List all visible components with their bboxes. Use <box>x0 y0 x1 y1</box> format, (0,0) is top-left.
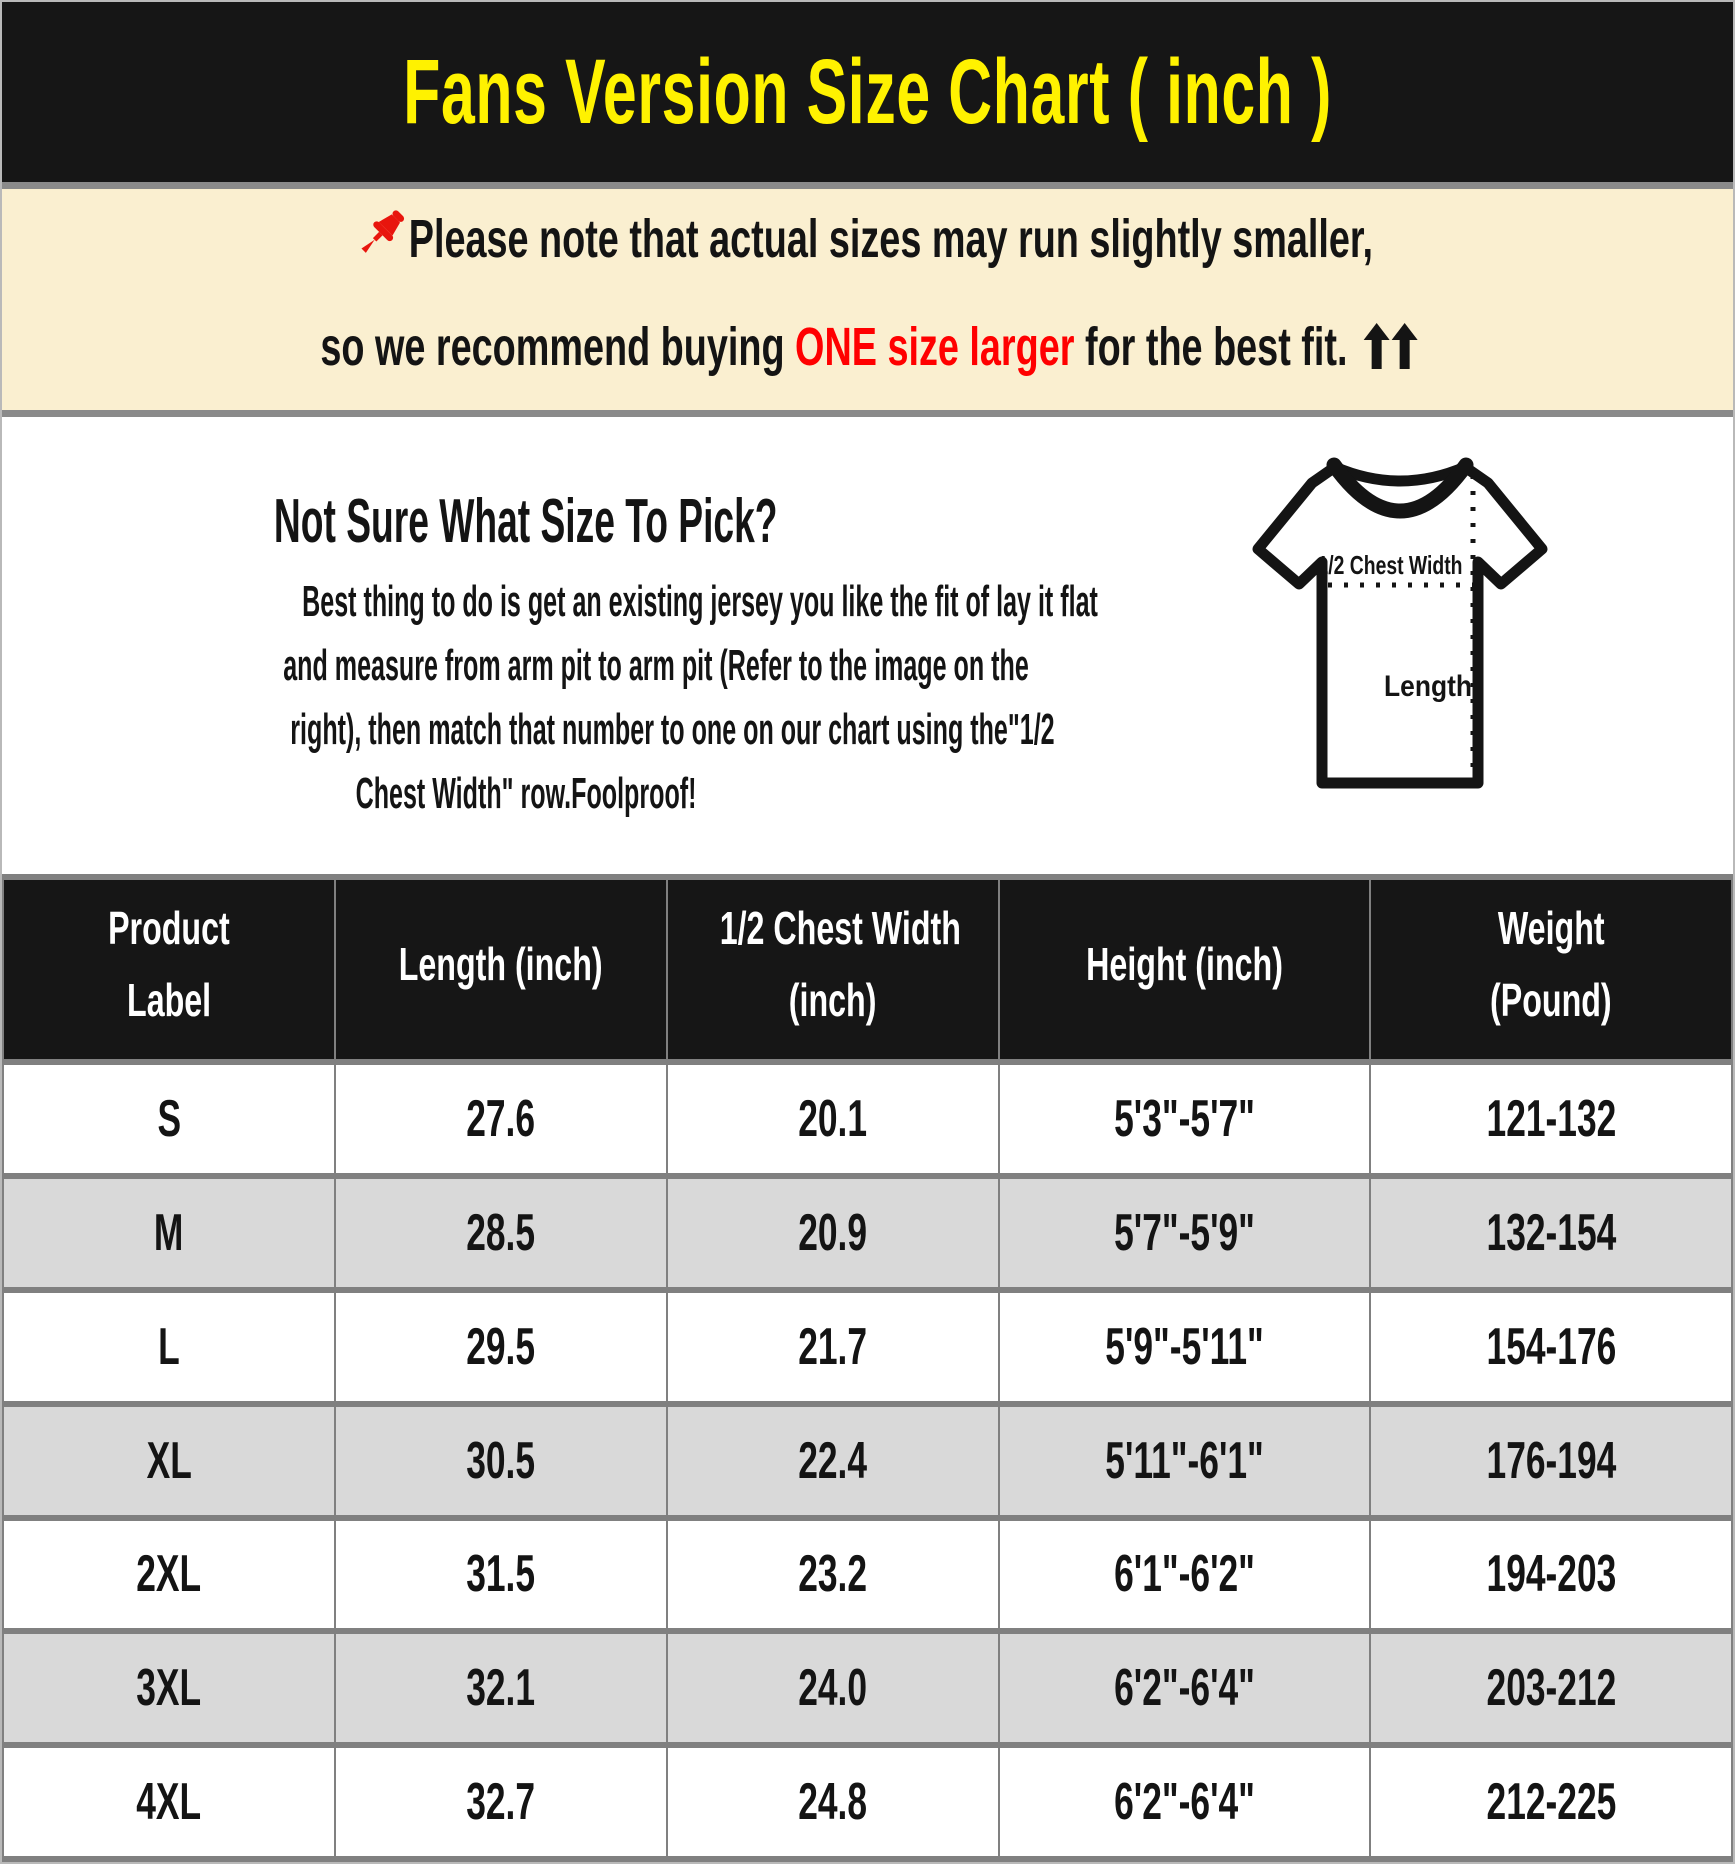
table-cell: S <box>3 1062 335 1176</box>
section-divider <box>2 182 1733 189</box>
table-cell: 20.1 <box>667 1062 999 1176</box>
col-header-weight: Weight (Pound) <box>1370 877 1732 1062</box>
table-cell: 3XL <box>3 1631 335 1745</box>
table-cell: 176-194 <box>1370 1404 1732 1518</box>
sizing-help-text <box>2 485 1098 831</box>
table-cell: 28.5 <box>335 1176 667 1290</box>
table-cell: 21.7 <box>667 1290 999 1404</box>
title-bar <box>2 2 1733 182</box>
size-table-header-row <box>3 877 1732 1062</box>
table-cell: 30.5 <box>335 1404 667 1518</box>
table-cell: 6'2"-6'4" <box>999 1631 1370 1745</box>
table-cell: 132-154 <box>1370 1176 1732 1290</box>
col-header-product-label: Product Label <box>3 877 335 1062</box>
table-cell: 6'2"-6'4" <box>999 1745 1370 1859</box>
table-cell: 23.2 <box>667 1518 999 1632</box>
table-cell: 32.7 <box>335 1745 667 1859</box>
size-row-l <box>3 1290 1732 1404</box>
paragraph-line: and measure from arm pit to arm pit (Refer to the image on the <box>283 641 1029 690</box>
table-cell: 31.5 <box>335 1518 667 1632</box>
table-cell: 121-132 <box>1370 1062 1732 1176</box>
table-cell: 24.8 <box>667 1745 999 1859</box>
col-header-chest-width: 1/2 Chest Width (inch) <box>667 877 999 1062</box>
table-cell: 29.5 <box>335 1290 667 1404</box>
section-divider <box>2 410 1733 417</box>
table-cell: 194-203 <box>1370 1518 1732 1632</box>
notice-line-2 <box>86 300 1648 408</box>
tshirt-measurement-diagram <box>1250 453 1550 798</box>
up-arrow-icon <box>1364 304 1390 399</box>
one-size-larger-highlight: ONE size larger <box>795 316 1075 377</box>
size-row-s <box>3 1062 1732 1176</box>
paragraph-line: right), then match that number to one on our chart using the"1/2 <box>290 705 1055 754</box>
pushpin-icon <box>353 202 415 297</box>
sizing-help-section <box>2 417 1733 874</box>
table-cell: 4XL <box>3 1745 335 1859</box>
size-row-xl <box>3 1404 1732 1518</box>
size-table <box>2 874 1733 1862</box>
paragraph-line: Best thing to do is get an existing jersey you like the fit of lay it flat <box>302 577 1098 626</box>
size-row-m <box>3 1176 1732 1290</box>
col-header-length: Length (inch) <box>335 877 667 1062</box>
table-cell: 5'7"-5'9" <box>999 1176 1370 1290</box>
notice-line-1 <box>146 192 1590 300</box>
table-cell: M <box>3 1176 335 1290</box>
paragraph-line: Chest Width" row.Foolproof! <box>355 769 697 818</box>
notice-section <box>2 189 1733 410</box>
col-header-height: Height (inch) <box>999 877 1370 1062</box>
table-cell: 27.6 <box>335 1062 667 1176</box>
table-cell: L <box>3 1290 335 1404</box>
table-cell: 24.0 <box>667 1631 999 1745</box>
table-cell: 154-176 <box>1370 1290 1732 1404</box>
sizing-help-heading: Not Sure What Size To Pick? <box>274 487 778 556</box>
table-cell: 212-225 <box>1370 1745 1732 1859</box>
table-cell: 6'1"-6'2" <box>999 1518 1370 1632</box>
table-cell: 5'3"-5'7" <box>999 1062 1370 1176</box>
table-cell: XL <box>3 1404 335 1518</box>
table-cell: 2XL <box>3 1518 335 1632</box>
size-row-4xl <box>3 1745 1732 1859</box>
table-cell: 203-212 <box>1370 1631 1732 1745</box>
table-cell: 20.9 <box>667 1176 999 1290</box>
length-label: Length <box>1384 670 1472 703</box>
size-row-2xl <box>3 1518 1732 1632</box>
table-cell: 32.1 <box>335 1631 667 1745</box>
page-title: Fans Version Size Chart ( inch ) <box>403 40 1332 143</box>
table-cell: 5'9"-5'11" <box>999 1290 1370 1404</box>
table-cell: 22.4 <box>667 1404 999 1518</box>
up-arrow-icon <box>1392 304 1418 399</box>
size-row-3xl <box>3 1631 1732 1745</box>
notice-text-2-after: for the best fit. <box>1074 316 1359 377</box>
chest-width-label: 1/2 Chest Width <box>1317 550 1463 580</box>
notice-text-1: Please note that actual sizes may run slightly smaller, <box>408 208 1373 269</box>
table-cell: 5'11"-6'1" <box>999 1404 1370 1518</box>
notice-text-2-before: so we recommend buying <box>320 316 796 377</box>
